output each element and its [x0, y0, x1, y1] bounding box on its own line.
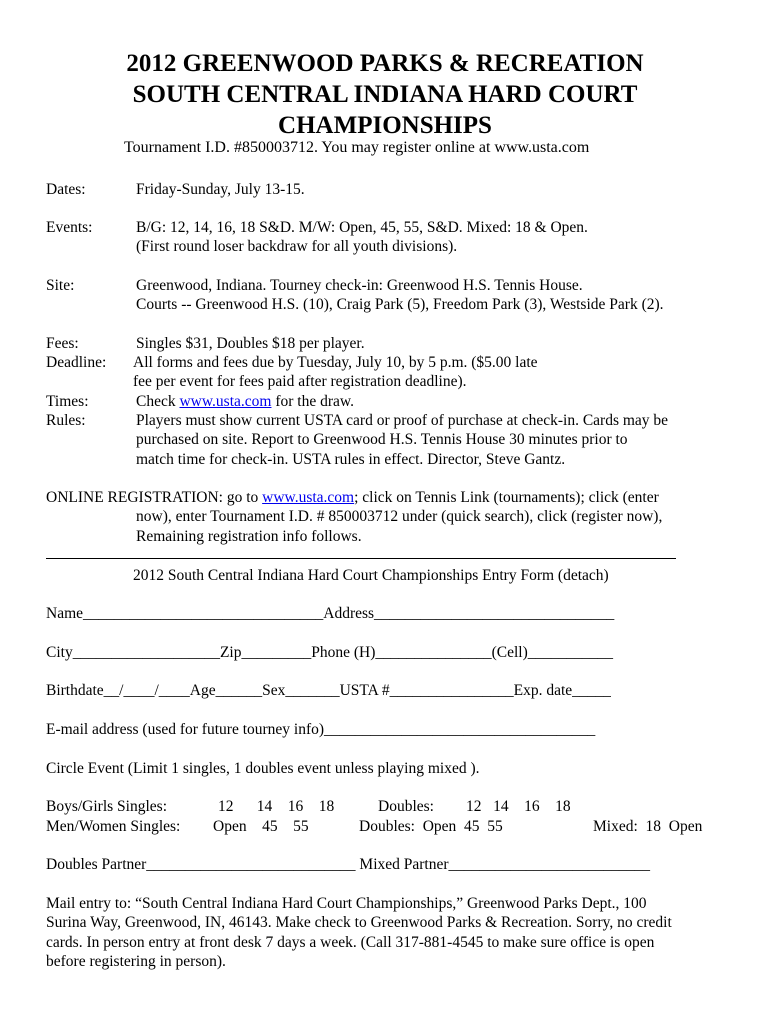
title-line-2: SOUTH CENTRAL INDIANA HARD COURT: [132, 81, 638, 108]
online-usta-link[interactable]: www.usta.com: [262, 489, 355, 506]
fees-value: Singles $31, Doubles $18 per player.: [136, 335, 365, 352]
online-suffix: ; click on Tennis Link (tournaments); click (enter: [354, 489, 659, 506]
site-line-2: Courts -- Greenwood H.S. (10), Craig Park (5), Freedom Park (3), Westside Park (2).: [136, 296, 664, 313]
fees-label: Fees:: [46, 335, 79, 352]
rules-line-3: match time for check-in. USTA rules in effect. Director, Steve Gantz.: [136, 451, 566, 468]
boys-girls-doubles-options[interactable]: 12 14 16 18: [466, 798, 571, 815]
city-zip-phone-fields[interactable]: City___________________Zip_________Phone (H)_______________(Cell)___________: [46, 644, 614, 661]
birthdate-age-sex-usta-fields[interactable]: Birthdate__/____/____Age______Sex_______USTA #________________Exp. date_____: [46, 682, 611, 699]
men-women-singles-label: Men/Women Singles:: [46, 818, 181, 835]
boys-girls-doubles-label: Doubles:: [378, 798, 434, 815]
online-registration-line-1: [46, 488, 659, 507]
dates-label: Dates:: [46, 181, 86, 198]
events-label: Events:: [46, 219, 93, 236]
online-registration-line-2: now), enter Tournament I.D. # 850003712 under (quick search), click (register now),: [136, 508, 663, 525]
times-line: [136, 392, 354, 411]
online-registration-line-3: Remaining registration info follows.: [136, 528, 362, 545]
deadline-line-2: fee per event for fees paid after registration deadline).: [133, 373, 467, 390]
entry-form-heading: 2012 South Central Indiana Hard Court Championships Entry Form (detach): [133, 567, 609, 584]
mail-entry-line-4: before registering in person).: [46, 953, 226, 970]
times-suffix: for the draw.: [271, 393, 354, 410]
online-prefix: ONLINE REGISTRATION: go to: [46, 489, 263, 506]
events-line-1: B/G: 12, 14, 16, 18 S&D. M/W: Open, 45, 55, S&D. Mixed: 18 & Open.: [136, 219, 588, 236]
rules-line-2: purchased on site. Report to Greenwood H.S. Tennis House 30 minutes prior to: [136, 431, 628, 448]
events-line-2: (First round loser backdraw for all youth divisions).: [136, 238, 458, 255]
deadline-line-1: All forms and fees due by Tuesday, July 10, by 5 p.m. ($5.00 late: [133, 354, 538, 371]
deadline-label: Deadline:: [46, 354, 107, 371]
boys-girls-singles-label: Boys/Girls Singles:: [46, 798, 168, 815]
times-prefix: Check: [136, 393, 180, 410]
men-women-doubles-options[interactable]: Doubles: Open 45 55: [359, 818, 503, 835]
email-field[interactable]: E-mail address (used for future tourney info)___________________________________: [46, 721, 596, 738]
mail-entry-line-1: Mail entry to: “South Central Indiana Hard Court Championships,” Greenwood Parks Dept., 100: [46, 895, 647, 912]
mail-entry-line-3: cards. In person entry at front desk 7 days a week. (Call 317-881-4545 to make sure office is open: [46, 934, 655, 951]
mail-entry-line-2: Surina Way, Greenwood, IN, 46143. Make check to Greenwood Parks & Recreation. Sorry, no credit: [46, 914, 672, 931]
name-address-fields[interactable]: Name_______________________________Address_______________________________: [46, 605, 615, 622]
rules-label: Rules:: [46, 412, 86, 429]
site-label: Site:: [46, 277, 75, 294]
dates-value: Friday-Sunday, July 13-15.: [136, 181, 305, 198]
detach-divider: [46, 558, 676, 559]
tournament-id-line: Tournament I.D. #850003712. You may register online at www.usta.com: [124, 139, 590, 156]
rules-line-1: Players must show current USTA card or proof of purchase at check-in. Cards may be: [136, 412, 669, 429]
partner-fields[interactable]: Doubles Partner___________________________ Mixed Partner__________________________: [46, 856, 651, 873]
site-line-1: Greenwood, Indiana. Tourney check-in: Greenwood H.S. Tennis House.: [136, 277, 583, 294]
title-line-1: 2012 GREENWOOD PARKS & RECREATION: [126, 50, 644, 77]
mixed-options[interactable]: Mixed: 18 Open: [593, 818, 703, 835]
title-line-3: CHAMPIONSHIPS: [278, 112, 492, 139]
times-usta-link[interactable]: www.usta.com: [179, 393, 272, 410]
times-label: Times:: [46, 393, 89, 410]
circle-event-instructions: Circle Event (Limit 1 singles, 1 doubles event unless playing mixed ).: [46, 760, 480, 777]
men-women-singles-options[interactable]: Open 45 55: [213, 818, 309, 835]
boys-girls-singles-options[interactable]: 12 14 16 18: [218, 798, 335, 815]
